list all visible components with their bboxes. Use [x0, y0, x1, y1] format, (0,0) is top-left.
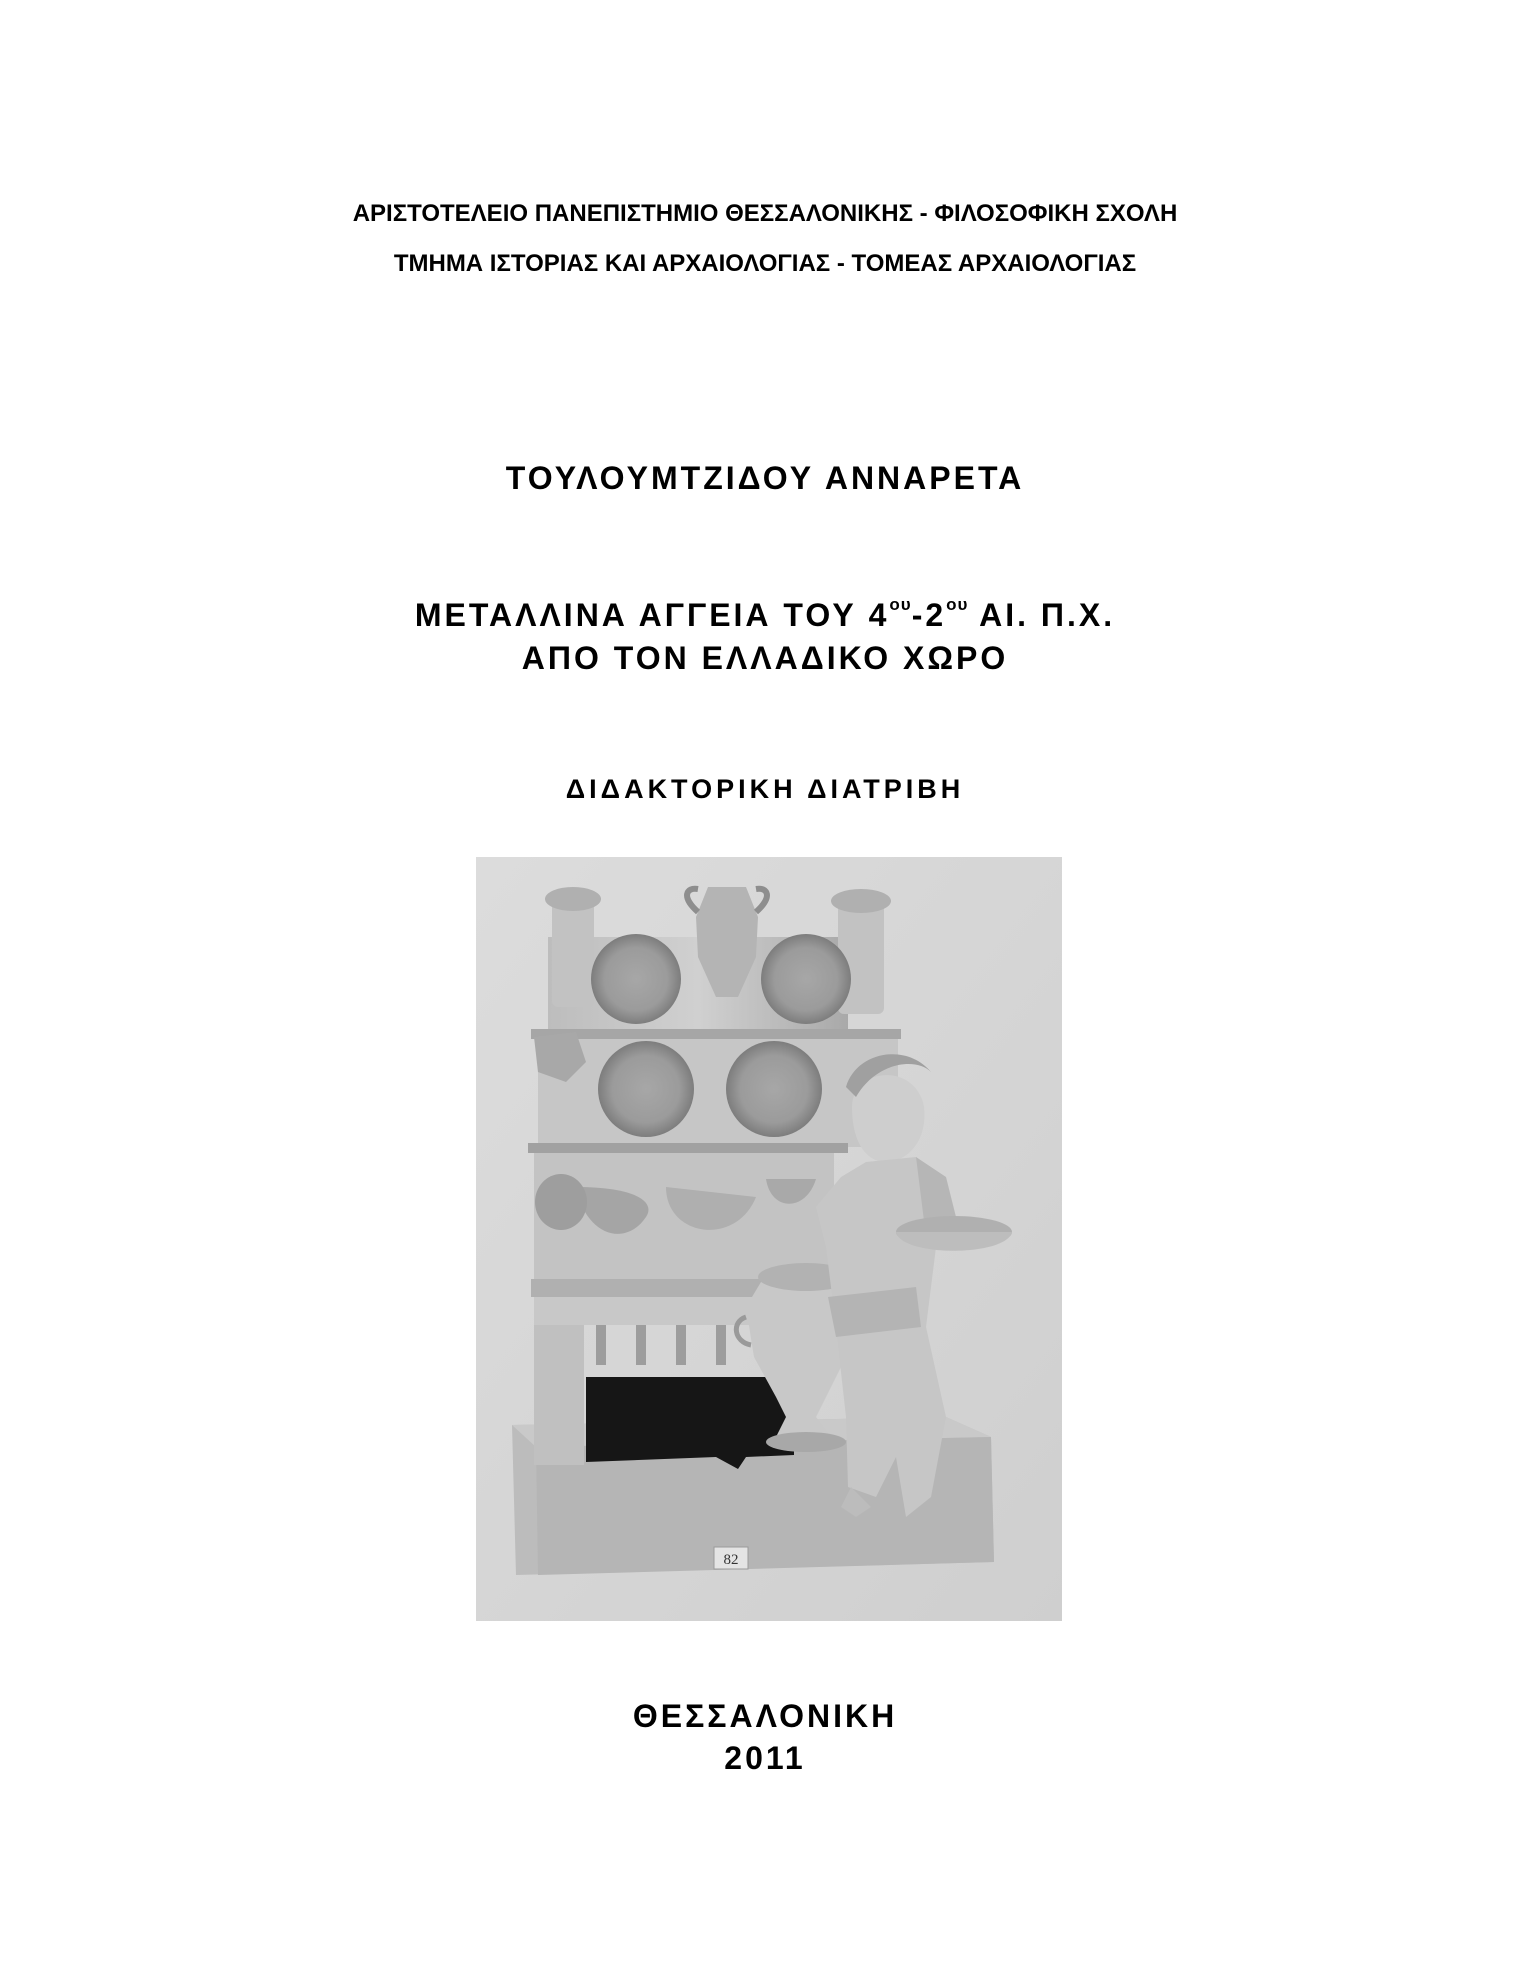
publication-place: ΘΕΣΣΑΛΟΝΙΚΗ [632, 1698, 898, 1734]
cover-photograph [476, 857, 1062, 1621]
title-text-2: -2 [911, 597, 947, 633]
thesis-title-line-2: ΑΠΟ ΤΟΝ ΕΛΛΑΔΙΚΟ ΧΩΡΟ [521, 640, 1009, 676]
thesis-title-line-1 [0, 597, 1530, 634]
publication-year: 2011 [724, 1740, 806, 1776]
institution-line-1: ΑΡΙΣΤΟΤΕΛΕΙΟ ΠΑΝΕΠΙΣΤΗΜΙΟ ΘΕΣΣΑΛΟΝΙΚΗΣ - ΦΙΛΟΣΟΦΙΚΗ ΣΧΟΛΗ [352, 200, 1178, 227]
object-number: 82 [723, 1552, 739, 1568]
terracotta-shrine-figurine-image [476, 857, 1062, 1621]
institution-line-2: ΤΜΗΜΑ ΙΣΤΟΡΙΑΣ ΚΑΙ ΑΡΧΑΙΟΛΟΓΙΑΣ - ΤΟΜΕΑΣ ΑΡΧΑΙΟΛΟΓΙΑΣ [393, 250, 1137, 277]
title-text-1: ΜΕΤΑΛΛΙΝΑ ΑΓΓΕΙΑ ΤΟΥ 4 [414, 597, 890, 633]
title-superscript-2: ου [946, 595, 969, 615]
title-superscript-1: ου [889, 595, 912, 615]
title-text-3: ΑΙ. Π.Χ. [968, 597, 1116, 633]
author-name: ΤΟΥΛΟΥΜΤΖΙΔΟΥ ΑΝΝΑΡΕΤΑ [505, 460, 1025, 496]
document-type: ΔΙΔΑΚΤΟΡΙΚΗ ΔΙΑΤΡΙΒΗ [565, 774, 965, 804]
